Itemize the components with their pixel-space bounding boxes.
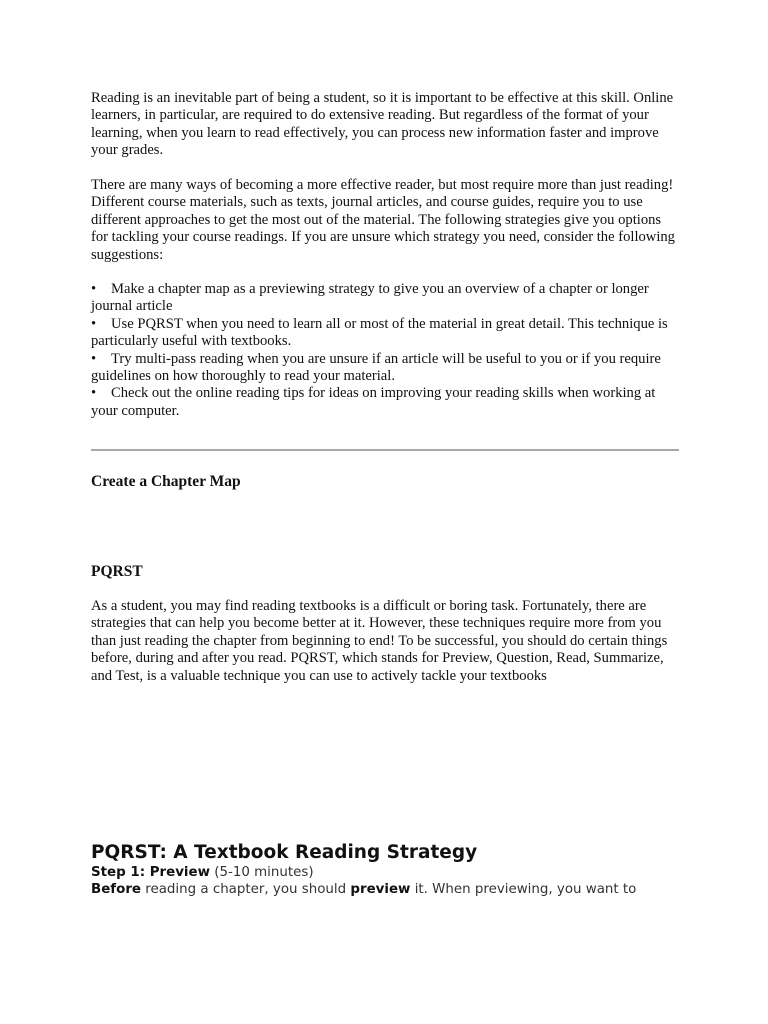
list-item	[91, 351, 681, 386]
list-item-text: Use PQRST when you need to learn all or most of the material in great detail. This technique is particularly useful with textbooks.	[91, 315, 668, 350]
list-item-text: Try multi-pass reading when you are unsure if an article will be useful to you or if you require guidelines on how thoroughly to read your material.	[91, 350, 661, 385]
line-text-1: reading a chapter, you should	[141, 882, 351, 897]
strategy-title: PQRST: A Textbook Reading Strategy	[91, 842, 478, 863]
step-label: Step 1: Preview	[91, 865, 210, 880]
horizontal-divider	[91, 449, 679, 451]
document-page	[91, 0, 681, 1024]
line-text-2: it. When previewing, you want to	[410, 882, 637, 897]
bullet-icon: •	[91, 385, 97, 402]
pqrst-paragraph: As a student, you may find reading textbooks is a difficult or boring task. Fortunately, there are strategies that can help you become better at it. However, these techniques require more from you than just reading the chapter from beginning to end! To be successful, you should do certain things before, during and after you read. PQRST, which stands for Preview, Question, Read, Summarize, and Test, is a valuable technique you can use to actively tackle your textbooks	[91, 598, 668, 684]
list-item	[91, 316, 681, 351]
bullet-icon: •	[91, 281, 97, 297]
step-1-line	[91, 864, 314, 881]
intro-paragraph-1: Reading is an inevitable part of being a student, so it is important to be effective at this skill. Online learners, in particular, are required to do extensive reading. But regardless of the format of your learning, when you learn to read effectively, you can process new information faster and improve your grades.	[91, 90, 674, 159]
step-duration: (5-10 minutes)	[209, 865, 314, 880]
preview-intro-line	[91, 881, 636, 898]
before-emphasis: Before	[91, 882, 141, 897]
pqrst-heading: PQRST	[91, 563, 143, 580]
bullet-icon: •	[91, 315, 97, 332]
list-item	[91, 385, 681, 420]
suggestions-list	[91, 281, 681, 420]
chapter-map-heading: Create a Chapter Map	[91, 473, 241, 490]
list-item-text: Check out the online reading tips for ideas on improving your reading skills when working at your computer.	[91, 385, 656, 419]
list-item	[91, 281, 681, 316]
bullet-icon: •	[91, 350, 97, 367]
list-item-text: Make a chapter map as a previewing strategy to give you an overview of a chapter or longer journal article	[91, 281, 649, 315]
preview-emphasis: preview	[350, 882, 411, 897]
intro-paragraph-2: There are many ways of becoming a more effective reader, but most require more than just reading! Different course materials, such as texts, journal articles, and course guides, require you to use different approaches to get the most out of the material. The following strategies give you options for tackling your course readings. If you are unsure which strategy you need, consider the following suggestions:	[91, 177, 675, 263]
